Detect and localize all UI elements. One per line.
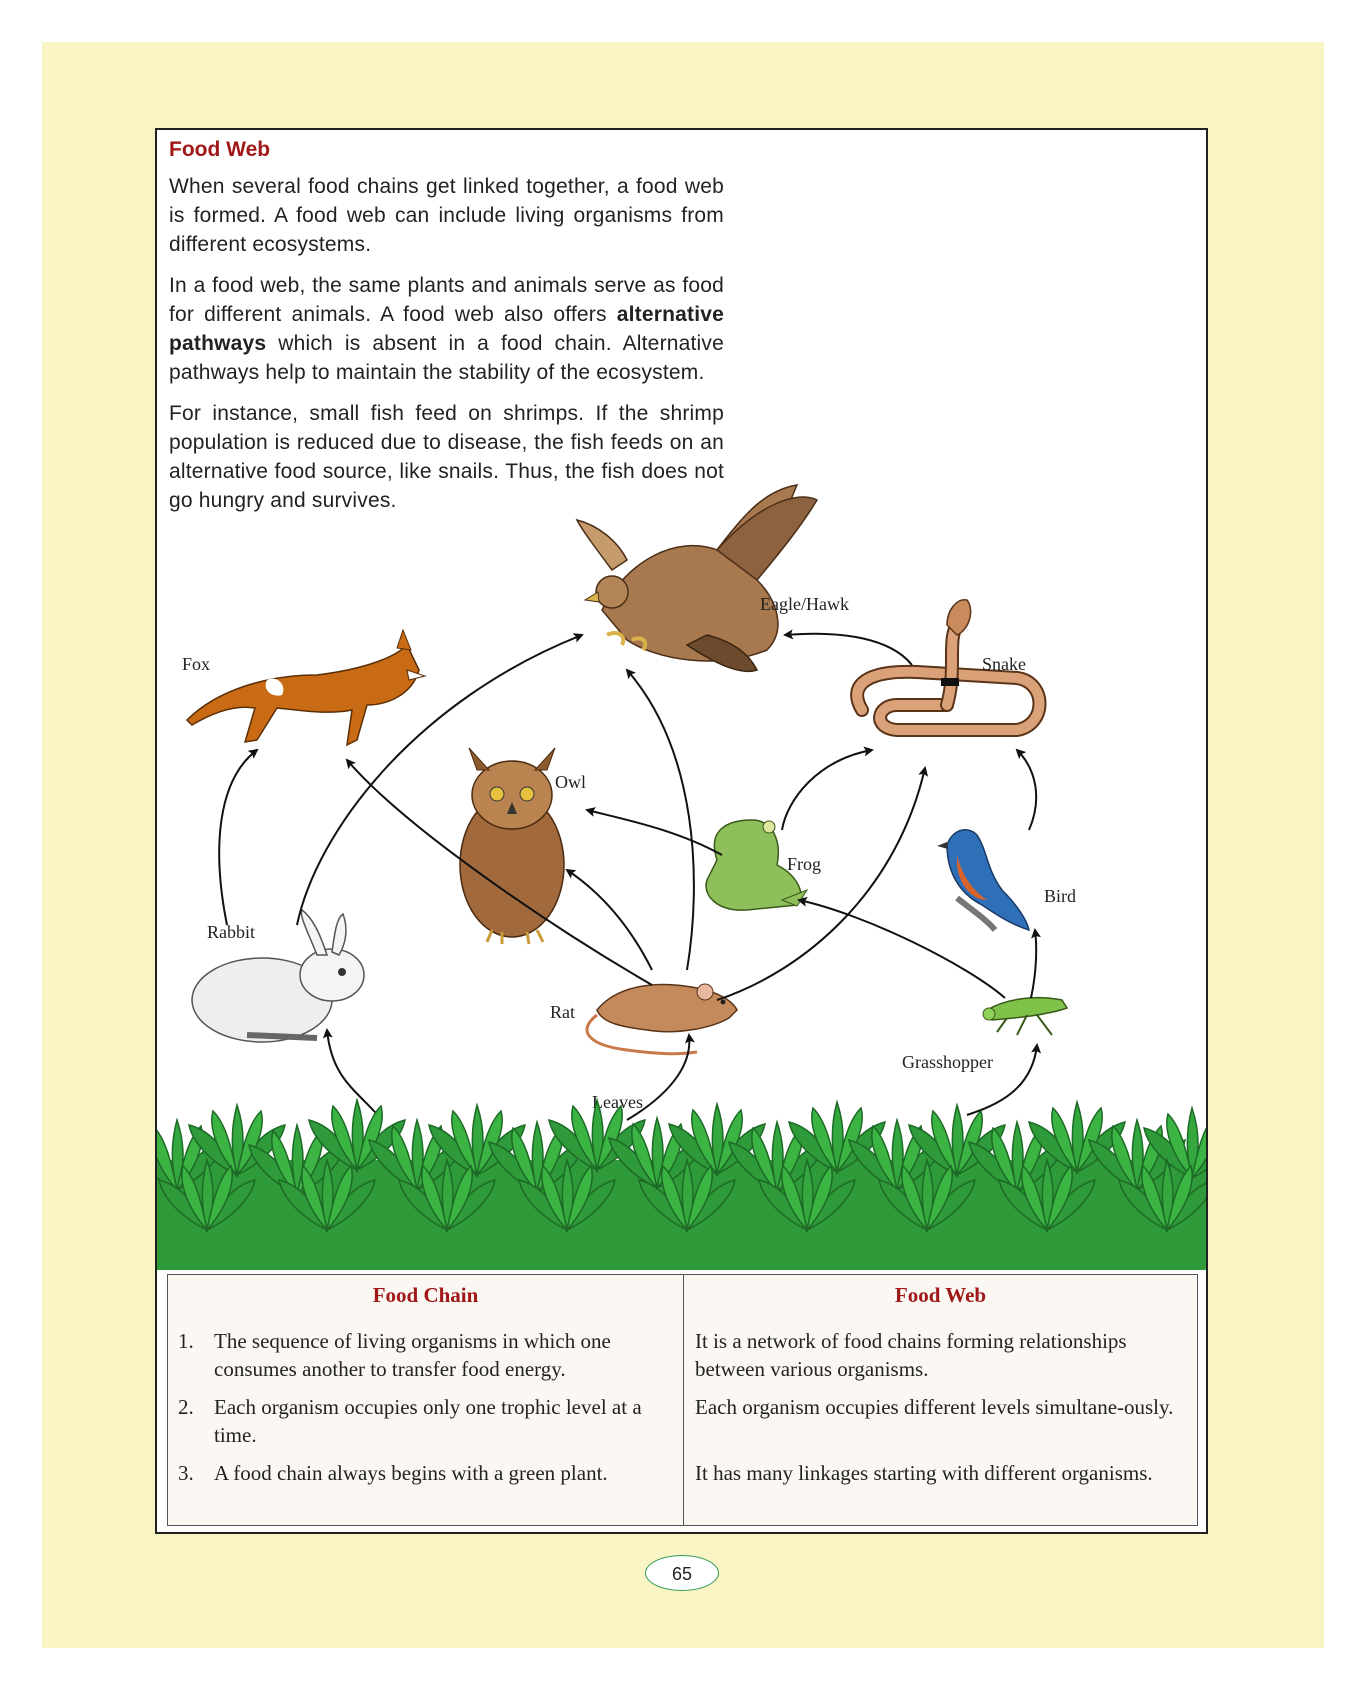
label-frog: Frog bbox=[787, 854, 822, 874]
food-chain-cell: A food chain always begins with a green plant. bbox=[214, 1461, 608, 1485]
paragraph-2-end: which is absent in a food chain. Alternative pathways help to maintain the stability of the ecosystem. bbox=[169, 332, 724, 384]
label-snake: Snake bbox=[982, 654, 1026, 674]
comparison-table bbox=[167, 1274, 1198, 1526]
table-row bbox=[168, 1327, 683, 1383]
owl-illustration bbox=[460, 748, 564, 944]
rat-illustration bbox=[587, 984, 737, 1054]
food-web-diagram bbox=[157, 130, 1208, 1270]
label-owl: Owl bbox=[555, 772, 586, 792]
food-web-cell: It has many linkages starting with different organisms. bbox=[695, 1461, 1153, 1485]
food-web-cell: It is a network of food chains forming relationships between various organisms. bbox=[695, 1329, 1127, 1381]
label-rat: Rat bbox=[550, 1002, 575, 1022]
label-bird: Bird bbox=[1044, 886, 1077, 906]
paragraph-1: When several food chains get linked together, a food web is formed. A food web can include living organisms from different ecosystems. bbox=[169, 175, 724, 256]
eagle-illustration bbox=[577, 485, 817, 671]
food-web-cell: Each organism occupies different levels simultane-ously. bbox=[695, 1395, 1174, 1419]
paragraph-3: For instance, small fish feed on shrimps. If the shrimp population is reduced due to disease, the fish feeds on an alternative food source, like snails. Thus, the fish does not go hungry and survives. bbox=[169, 402, 724, 512]
paragraph-2-bold: alternative pathways bbox=[169, 303, 724, 355]
label-leaves: Leaves bbox=[592, 1092, 643, 1112]
table-row bbox=[168, 1459, 683, 1515]
page-number: 65 bbox=[645, 1555, 719, 1591]
food-web-header: Food Web bbox=[894, 1283, 987, 1307]
food-chain-header: Food Chain bbox=[372, 1283, 479, 1307]
row-number: 3. bbox=[178, 1461, 194, 1485]
paragraph-2-start: In a food web, the same plants and animals serve as food for different animals. A food web also offers bbox=[169, 274, 724, 326]
content-box bbox=[155, 128, 1208, 1534]
table-row bbox=[168, 1393, 683, 1449]
grasshopper-illustration bbox=[983, 998, 1067, 1035]
bird-illustration bbox=[937, 830, 1029, 930]
food-chain-cell: Each organism occupies only one trophic level at a time. bbox=[214, 1395, 642, 1447]
row-number: 1. bbox=[178, 1329, 194, 1353]
food-chain-cell: The sequence of living organisms in which one consumes another to transfer food energy. bbox=[214, 1329, 611, 1381]
row-number: 2. bbox=[178, 1395, 194, 1419]
table-row bbox=[684, 1393, 1197, 1449]
table-row bbox=[684, 1327, 1197, 1383]
fox-illustration bbox=[187, 630, 425, 745]
label-rabbit: Rabbit bbox=[207, 922, 255, 942]
food-chain-column bbox=[168, 1275, 684, 1525]
leaves-illustration bbox=[157, 1100, 1208, 1270]
table-row bbox=[684, 1459, 1197, 1515]
label-grasshopper: Grasshopper bbox=[902, 1052, 993, 1072]
section-title: Food Web bbox=[169, 138, 271, 161]
food-web-column bbox=[684, 1275, 1197, 1525]
label-fox: Fox bbox=[182, 654, 211, 674]
label-eagle: Eagle/Hawk bbox=[760, 594, 849, 614]
